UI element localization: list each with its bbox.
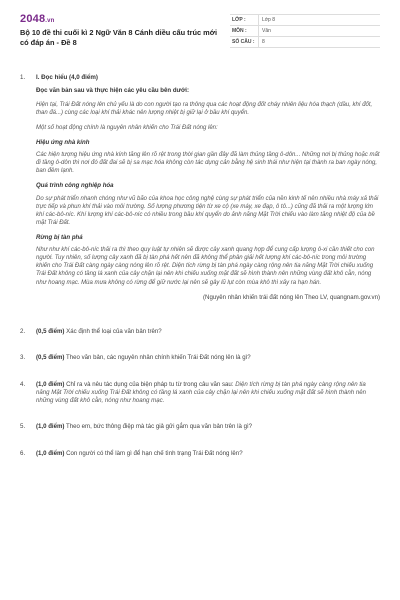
question-text	[36, 328, 380, 336]
passage-subheading: Rừng bị tàn phá	[36, 233, 83, 241]
meta-key: MÔN :	[232, 27, 247, 34]
question-prompt: Theo em, bức thông điệp mà tác giả gửi gắm qua văn bản trên là gì?	[64, 423, 253, 431]
question-4	[20, 381, 380, 406]
meta-table	[230, 14, 380, 48]
meta-value: 8	[258, 37, 380, 47]
question-body	[36, 74, 380, 322]
question-number: 2.	[20, 327, 26, 335]
question-1	[20, 74, 380, 322]
question-points: (0,5 điểm)	[36, 354, 65, 362]
question-number: 5.	[20, 423, 26, 431]
header-left	[20, 12, 225, 48]
passage-paragraph: Một số hoạt động chính là nguyên nhân khiến cho Trái Đất nóng lên:	[36, 124, 218, 131]
header	[20, 12, 380, 58]
question-points: (1,0 điểm)	[36, 380, 65, 388]
question-number: 6.	[20, 449, 26, 457]
section-title: I. Đọc hiểu (4,0 điểm)	[36, 74, 98, 81]
meta-key: LỚP :	[232, 16, 246, 23]
question-text	[36, 381, 380, 406]
question-5	[20, 423, 380, 431]
question-number: 1.	[20, 74, 26, 81]
content	[20, 74, 380, 458]
question-quote: Diện tích rừng bị tàn phá ngày càng rộng nên tia năng Mặt Trời chiếu xuống Trái Đất không có tầng lá xanh của cây chặn lại nên khi chiếu xuống mặt đất sẽ hình thành nên những vùng đất khô cằn, nóng như hoang mạc.	[36, 380, 367, 405]
passage-paragraph: Do sự phát triển nhanh chóng như vũ bão của khoa học công nghệ cùng sự phát triển của nền kinh tế nên nhiều nhà máy xả thải trực tiếp và phun khí thải vào môi trường. Số lượng phương tiện từ xe cộ (xe máy, xe đạp, ô tô...) cũng đã thải ra một lượng lớn khí các-bô-níc. Khí lượng khí các-bô-níc có nhiều trong bầu khí quyển do ảnh năng Mặt Trời chiếu vào làm tăng nhiệt độ của bề mặt Trái Đất.	[36, 195, 379, 226]
meta-key: SỐ CÂU :	[232, 38, 255, 45]
question-6	[20, 450, 380, 458]
site-logo[interactable]	[20, 12, 225, 26]
question-prompt: Con người có thể làm gì để hạn chế tình trạng Trái Đất nóng lên?	[64, 449, 243, 457]
question-number: 3.	[20, 354, 26, 362]
logo-suffix: .vn	[45, 18, 55, 24]
document-title: Bộ 10 đề thi cuối kì 2 Ngữ Văn 8 Cánh diều cấu trúc mới có đáp án - Đề 8	[20, 28, 218, 47]
passage-subheading: Quá trình công nghiệp hóa	[36, 182, 114, 190]
question-text	[36, 450, 380, 458]
question-points: (0,5 điểm)	[36, 327, 65, 335]
passage-subheading: Hiệu ứng nhà kính	[36, 138, 90, 146]
question-prompt: Theo văn bản, các nguyên nhân chính khiến Trái Đất nóng lên là gì?	[64, 354, 251, 362]
question-3	[20, 354, 380, 362]
instruction: Đọc văn bản sau và thực hiện các yêu cầu bên dưới:	[36, 87, 190, 95]
meta-row-subject	[230, 26, 380, 37]
passage-paragraph: Như như khí các-bô-níc thải ra thì theo quy luật tự nhiên sẽ được cây xanh quang hợp để cung cấp lượng ô-xi cần thiết cho con người. Tuy nhiên, số lượng cây xanh đã bị tàn phá hết nên đã không thể phân giải hết lượng khí các-bô-níc trong môi trường khiến cho Trái Đất càng ngày càng nóng lên rõ rệt. Diện tích rừng bị tàn phá ngày càng rộng nên tia năng Mặt Trời chiếu xuống Trái Đất không có tầng lá xanh của cây chặn lại nên khi chiếu xuống mặt đất sẽ hình thành nên những vùng đất khô cằn, nóng như hoang mạc. Mùa mưa không có rừng để giữ nước lại nên sẽ gây lũ lụt còn mùa khô thì xảy ra hạn hán.	[36, 247, 375, 286]
meta-row-count	[230, 37, 380, 48]
logo-main: 2048	[20, 13, 46, 25]
meta-value: Văn	[258, 26, 380, 36]
question-number: 4.	[20, 380, 26, 388]
meta-value: Lớp 8	[258, 15, 380, 25]
passage-source: (Nguyên nhân khiến trái đất nóng lên Theo LV, quangnam.gov.vn)	[203, 293, 380, 301]
question-prompt: Xác định thể loại của văn bản trên?	[64, 327, 162, 335]
question-points: (1,0 điểm)	[36, 449, 65, 457]
question-2	[20, 328, 380, 336]
meta-row-class	[230, 15, 380, 26]
question-text	[36, 354, 380, 362]
passage-paragraph: Các hiện tượng hiệu ứng nhà kính tăng lên rõ rệt trong thời gian gần đây đã làm thủng tầng ô-dôn... Những nơi bị thủng hoặc mất đi tầng ô-dôn thì nơi đó đất đai sẽ bị sa mạc hóa không còn tác dụng cản bằng hệ sinh thái như hiện tại thành ra ban ngày nóng, ban đêm lạnh.	[36, 152, 380, 175]
question-points: (1,0 điểm)	[36, 423, 65, 431]
question-prompt: Chỉ ra và nêu tác dụng của biện pháp tu từ trong câu văn sau:	[64, 380, 236, 388]
passage-paragraph: Hiện tại, Trái Đất nóng lên chủ yếu là do con người tạo ra thông qua các hoạt động đốt cháy nhiên liệu hóa thạch (dầu, khí đốt, than đá...) cùng các loại khí thải khác nên lượng nhiệt bị giữ lại ở bầu khí quyển.	[36, 101, 373, 116]
question-text	[36, 423, 380, 431]
